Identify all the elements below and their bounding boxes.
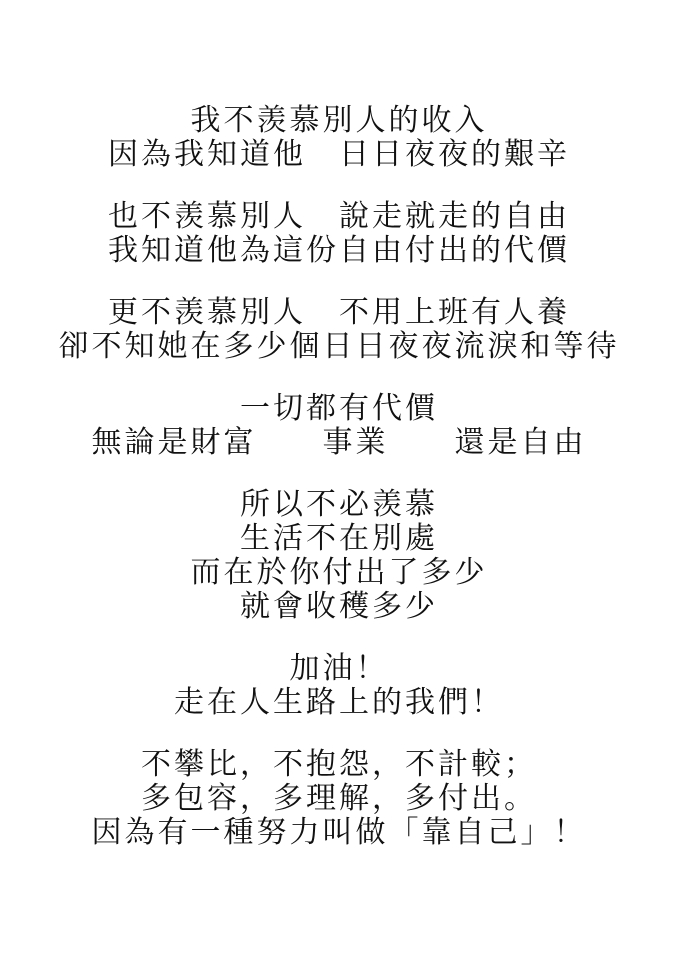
poem-line: 我知道他為這份自由付出的代價 xyxy=(108,233,570,268)
poem-line: 更不羡慕別人 不用上班有人養 xyxy=(108,295,570,330)
poem xyxy=(0,104,678,878)
poem-line: 因為有一種努力叫做「靠自己」！ xyxy=(91,815,587,850)
poem-line: 加油！ xyxy=(289,651,389,686)
poem-line: 所以不必羡慕 xyxy=(240,487,438,522)
poem-line: 就會收穫多少 xyxy=(240,589,438,624)
stanza-2 xyxy=(0,200,678,268)
poem-line: 而在於你付出了多少 xyxy=(190,555,488,590)
poem-line: 一切都有代價 xyxy=(240,391,438,426)
stanza-3 xyxy=(0,296,678,364)
stanza-1 xyxy=(0,104,678,172)
poem-line: 生活不在別處 xyxy=(240,521,438,556)
stanza-7 xyxy=(0,748,678,850)
poem-line: 走在人生路上的我們！ xyxy=(174,685,504,720)
poem-line: 無論是財富 事業 還是自由 xyxy=(91,425,587,460)
poem-line: 因為我知道他 日日夜夜的艱辛 xyxy=(108,137,570,172)
stanza-4 xyxy=(0,392,678,460)
poem-line: 我不羡慕別人的收入 xyxy=(190,103,488,138)
poem-line: 也不羡慕別人 說走就走的自由 xyxy=(108,199,570,234)
stanza-6 xyxy=(0,652,678,720)
stanza-5 xyxy=(0,488,678,624)
poem-line: 卻不知她在多少個日日夜夜流淚和等待 xyxy=(58,329,620,364)
poem-line: 多包容，多理解，多付出。 xyxy=(141,781,537,816)
poem-line: 不攀比，不抱怨，不計較； xyxy=(141,747,537,782)
